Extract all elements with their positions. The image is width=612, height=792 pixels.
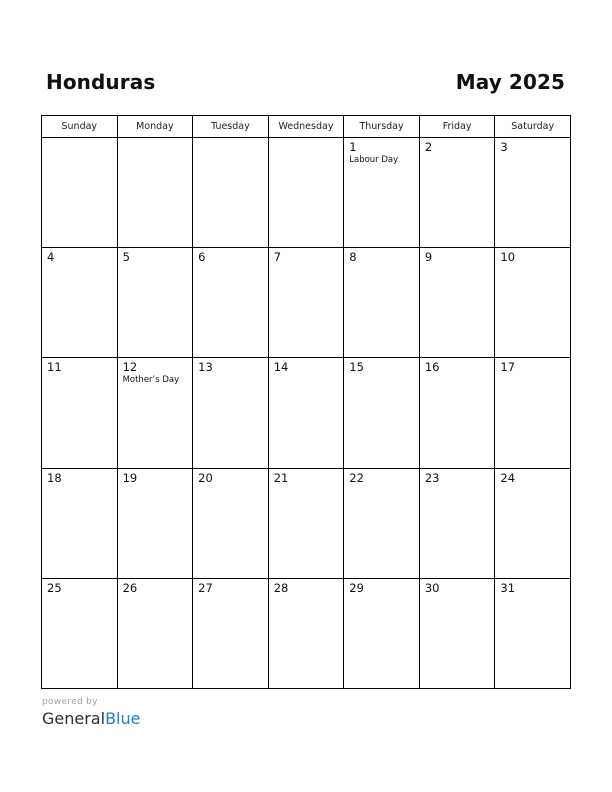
day-number: 11 — [47, 360, 62, 375]
day-cell — [42, 138, 118, 248]
weekday-sunday: Sunday — [42, 116, 118, 138]
day-number: 13 — [198, 360, 213, 375]
day-cell — [268, 578, 344, 688]
footer-branding — [42, 697, 140, 728]
day-number: 2 — [424, 140, 433, 154]
day-cell — [495, 248, 571, 358]
day-number: 24 — [500, 470, 516, 485]
day-cell — [344, 578, 420, 688]
holiday-label — [42, 485, 117, 486]
day-cell — [495, 468, 571, 578]
holiday-label — [420, 374, 495, 375]
day-number: 15 — [349, 360, 364, 375]
day-number: 3 — [500, 140, 508, 154]
day-number: 5 — [122, 250, 130, 265]
week-row — [42, 468, 571, 578]
holiday-label — [495, 485, 570, 486]
day-number: 29 — [349, 580, 364, 595]
day-number: 12 — [122, 360, 138, 375]
holiday-label — [495, 595, 570, 596]
day-number: 6 — [198, 250, 206, 265]
holiday-label — [269, 141, 344, 142]
day-cell — [193, 138, 269, 248]
week-row — [42, 578, 571, 688]
holiday-label: Mother’s Day — [122, 375, 180, 386]
day-cell — [268, 248, 344, 358]
day-cell — [193, 358, 269, 468]
day-cell — [42, 358, 118, 468]
day-cell — [193, 248, 269, 358]
holiday-label — [193, 264, 268, 265]
holiday-label — [42, 141, 117, 142]
day-cell — [42, 468, 118, 578]
holiday-label — [344, 374, 419, 375]
day-number: 23 — [424, 470, 440, 485]
day-cell — [419, 248, 495, 358]
weekday-monday: Monday — [117, 116, 193, 138]
holiday-label — [420, 264, 495, 265]
day-cell — [193, 578, 269, 688]
holiday-label — [495, 264, 570, 265]
day-number: 18 — [47, 470, 62, 485]
day-number: 17 — [500, 360, 516, 375]
holiday-label — [42, 374, 117, 375]
holiday-label — [118, 595, 193, 596]
day-cell — [117, 248, 193, 358]
day-number: 22 — [349, 470, 364, 485]
holiday-label — [193, 374, 268, 375]
holiday-label — [344, 485, 419, 486]
holiday-label — [269, 264, 344, 265]
day-cell — [268, 468, 344, 578]
day-number: 30 — [424, 580, 440, 595]
holiday-label — [193, 485, 268, 486]
day-cell — [495, 578, 571, 688]
weekday-friday: Friday — [419, 116, 495, 138]
day-cell — [268, 138, 344, 248]
holiday-label — [344, 595, 419, 596]
week-row — [42, 358, 571, 468]
holiday-label — [193, 141, 268, 142]
brand-name-part2: Blue — [105, 709, 141, 728]
day-number: 7 — [273, 250, 282, 265]
holiday-label: Labour Day — [349, 155, 399, 165]
day-number: 25 — [47, 580, 62, 595]
day-cell — [419, 138, 495, 248]
day-cell — [495, 358, 571, 468]
week-row — [42, 248, 571, 358]
day-number: 9 — [424, 250, 433, 265]
day-number: 8 — [349, 250, 357, 265]
day-cell — [42, 248, 118, 358]
holiday-label — [495, 374, 570, 375]
holiday-label — [193, 595, 268, 596]
weekday-tuesday: Tuesday — [193, 116, 269, 138]
weekday-wednesday: Wednesday — [268, 116, 344, 138]
day-number: 16 — [424, 360, 440, 375]
day-cell — [268, 358, 344, 468]
holiday-label — [42, 595, 117, 596]
country-title: Honduras — [46, 70, 156, 94]
holiday-label — [420, 485, 495, 486]
day-number: 27 — [198, 580, 213, 595]
brand-name-part1: General — [42, 709, 106, 728]
day-number: 26 — [122, 580, 138, 595]
weekday-saturday: Saturday — [495, 116, 571, 138]
holiday-label — [269, 485, 344, 486]
holiday-label — [495, 154, 570, 155]
holiday-label — [118, 264, 193, 265]
day-cell — [117, 138, 193, 248]
day-number: 4 — [47, 250, 55, 265]
calendar-grid — [41, 115, 571, 689]
day-number: 14 — [273, 360, 289, 375]
day-cell — [344, 248, 420, 358]
day-cell — [117, 358, 193, 468]
day-number: 28 — [273, 580, 289, 595]
day-cell — [344, 138, 420, 248]
day-number: 10 — [500, 250, 516, 265]
weekday-header-row — [42, 116, 571, 138]
generalblue-logo[interactable] — [42, 709, 140, 728]
day-number: 1 — [349, 140, 357, 154]
holiday-label — [420, 595, 495, 596]
day-cell — [419, 358, 495, 468]
day-number: 31 — [500, 580, 516, 595]
day-cell — [495, 138, 571, 248]
holiday-label — [269, 374, 344, 375]
day-number: 21 — [273, 470, 289, 485]
holiday-label — [42, 264, 117, 265]
day-cell — [419, 468, 495, 578]
month-year-title: May 2025 — [455, 70, 565, 94]
weekday-thursday: Thursday — [344, 116, 420, 138]
day-cell — [117, 468, 193, 578]
holiday-label — [118, 141, 193, 142]
week-row — [42, 138, 571, 248]
day-cell — [344, 358, 420, 468]
day-cell — [344, 468, 420, 578]
day-number: 19 — [122, 470, 138, 485]
day-cell — [419, 578, 495, 688]
day-cell — [42, 578, 118, 688]
holiday-label — [269, 595, 344, 596]
holiday-label — [118, 485, 193, 486]
holiday-label — [344, 264, 419, 265]
day-cell — [117, 578, 193, 688]
day-number: 20 — [198, 470, 213, 485]
day-cell — [193, 468, 269, 578]
holiday-label — [420, 154, 495, 155]
powered-by-label: powered by — [42, 697, 98, 707]
